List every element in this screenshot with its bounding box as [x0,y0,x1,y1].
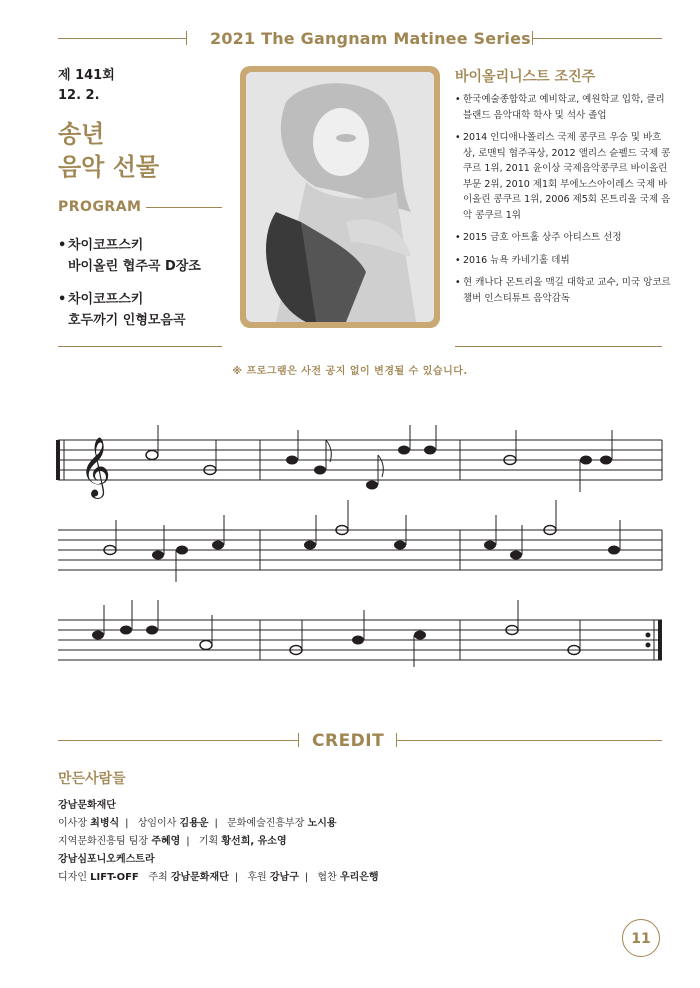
separator: | [304,872,309,883]
credit-role: 지역문화진흥팀 팀장 [58,836,149,847]
makers-label: 만든사람들 [58,771,126,787]
notes-3 [93,600,651,667]
credit-title: CREDIT [312,731,385,751]
program-change-notice: ※ 프로그램은 사전 공지 없이 변경될 수 있습니다. [232,366,468,377]
bio-item: • 현 캐나다 몬트리올 맥길 대학교 교수, 미국 앙코르 챔버 인스티튜트 음악감독 [455,275,673,306]
notes-1 [146,425,612,492]
concert-title [58,118,159,184]
credit-role: 이사장 [58,818,87,829]
credit-name: 김용운 [179,818,209,829]
program-rule [146,207,222,208]
program-composer: • 차이코프스키 [68,238,144,253]
header-tick-left [186,31,187,45]
separator: | [214,818,218,829]
credit-role: 기획 [198,836,219,847]
page-number: 11 [622,919,660,957]
photo-frame [246,72,434,322]
program-item [58,235,201,277]
credit-line [58,815,379,833]
credit-name: 강남문화재단 [170,872,229,883]
credit-rule-right [396,740,662,741]
credit-tick-left [298,733,299,747]
program-label: PROGRAM [58,199,142,215]
concert-issue: 제 141회 [58,68,115,83]
program-work: 호두까기 인형모음곡 [68,313,186,328]
credit-role: 주최 [148,872,168,883]
credit-name: 최병식 [90,818,120,829]
separator: | [125,818,129,829]
credit-name: LIFT-OFF [90,872,139,883]
credit-org [58,851,379,869]
right-bottom-rule [455,346,662,347]
credit-rule-left [58,740,298,741]
treble-clef-icon: 𝄞 [80,437,111,497]
org-name: 강남심포니오케스트라 [58,854,155,865]
credit-name: 황선희, 유소영 [221,836,287,847]
credit-line [58,869,379,887]
credit-role: 협찬 [317,872,337,883]
music-score-decoration [0,400,700,690]
concert-title-line2: 음악 선물 [58,153,160,181]
credit-org [58,797,379,815]
credit-line [58,833,379,851]
program-work: 바이올린 협주곡 D장조 [68,259,201,274]
program-composer: • 차이코프스키 [68,292,144,307]
staff-2 [58,530,662,570]
concert-title-line1: 송년 [58,120,105,148]
concert-date: 12. 2. [58,88,100,103]
concert-info [58,66,115,106]
artist-title: 바이올리니스트 조진주 [455,69,596,85]
series-title: 2021 The Gangnam Matinee Series [210,29,531,48]
program-item [58,289,201,331]
staff-1 [58,440,662,480]
credit-role: 후원 [247,872,267,883]
left-bottom-rule [58,346,222,347]
header-rule-left [58,38,186,39]
credit-role: 상임이사 [137,818,177,829]
org-name: 강남문화재단 [58,800,116,811]
violinist-portrait-image [246,72,434,322]
bio-item: • 2015 금호 아트홀 상주 아티스트 선정 [455,230,673,246]
separator: | [186,836,190,847]
credit-name: 강남구 [269,872,299,883]
header-rule-right [532,38,662,39]
artist-bio [455,92,673,313]
program-list [58,235,201,343]
bio-item: • 2016 뉴욕 카네기홀 데뷔 [455,253,673,269]
credit-name: 우리은행 [339,872,379,883]
credit-lines [58,797,379,887]
credit-role: 디자인 [58,872,87,883]
bio-item: • 한국예술종합학교 예비학교, 예원학교 입학, 클리블랜드 음악대학 학사 및 석사 졸업 [455,92,673,123]
bio-item: • 2014 인디애나폴리스 국제 콩쿠르 우승 및 바흐상, 로맨틱 협주곡상, 2012 앨리스 슌펠드 국제 콩쿠르 1위, 2011 윤이상 국제음악콩쿠르 바이올린부문 2위, 2010 제1회 부에노스아이레스 국제 바이올린 콩쿠르 1위, 2006 제5회 몬트리올 국제 음악 콩쿠르 1위 [455,130,673,223]
credit-name: 노시용 [307,818,337,829]
credit-role: 문화예술진흥부장 [227,818,305,829]
separator: | [234,872,239,883]
credit-name: 주혜영 [151,836,181,847]
artist-photo [240,66,440,328]
